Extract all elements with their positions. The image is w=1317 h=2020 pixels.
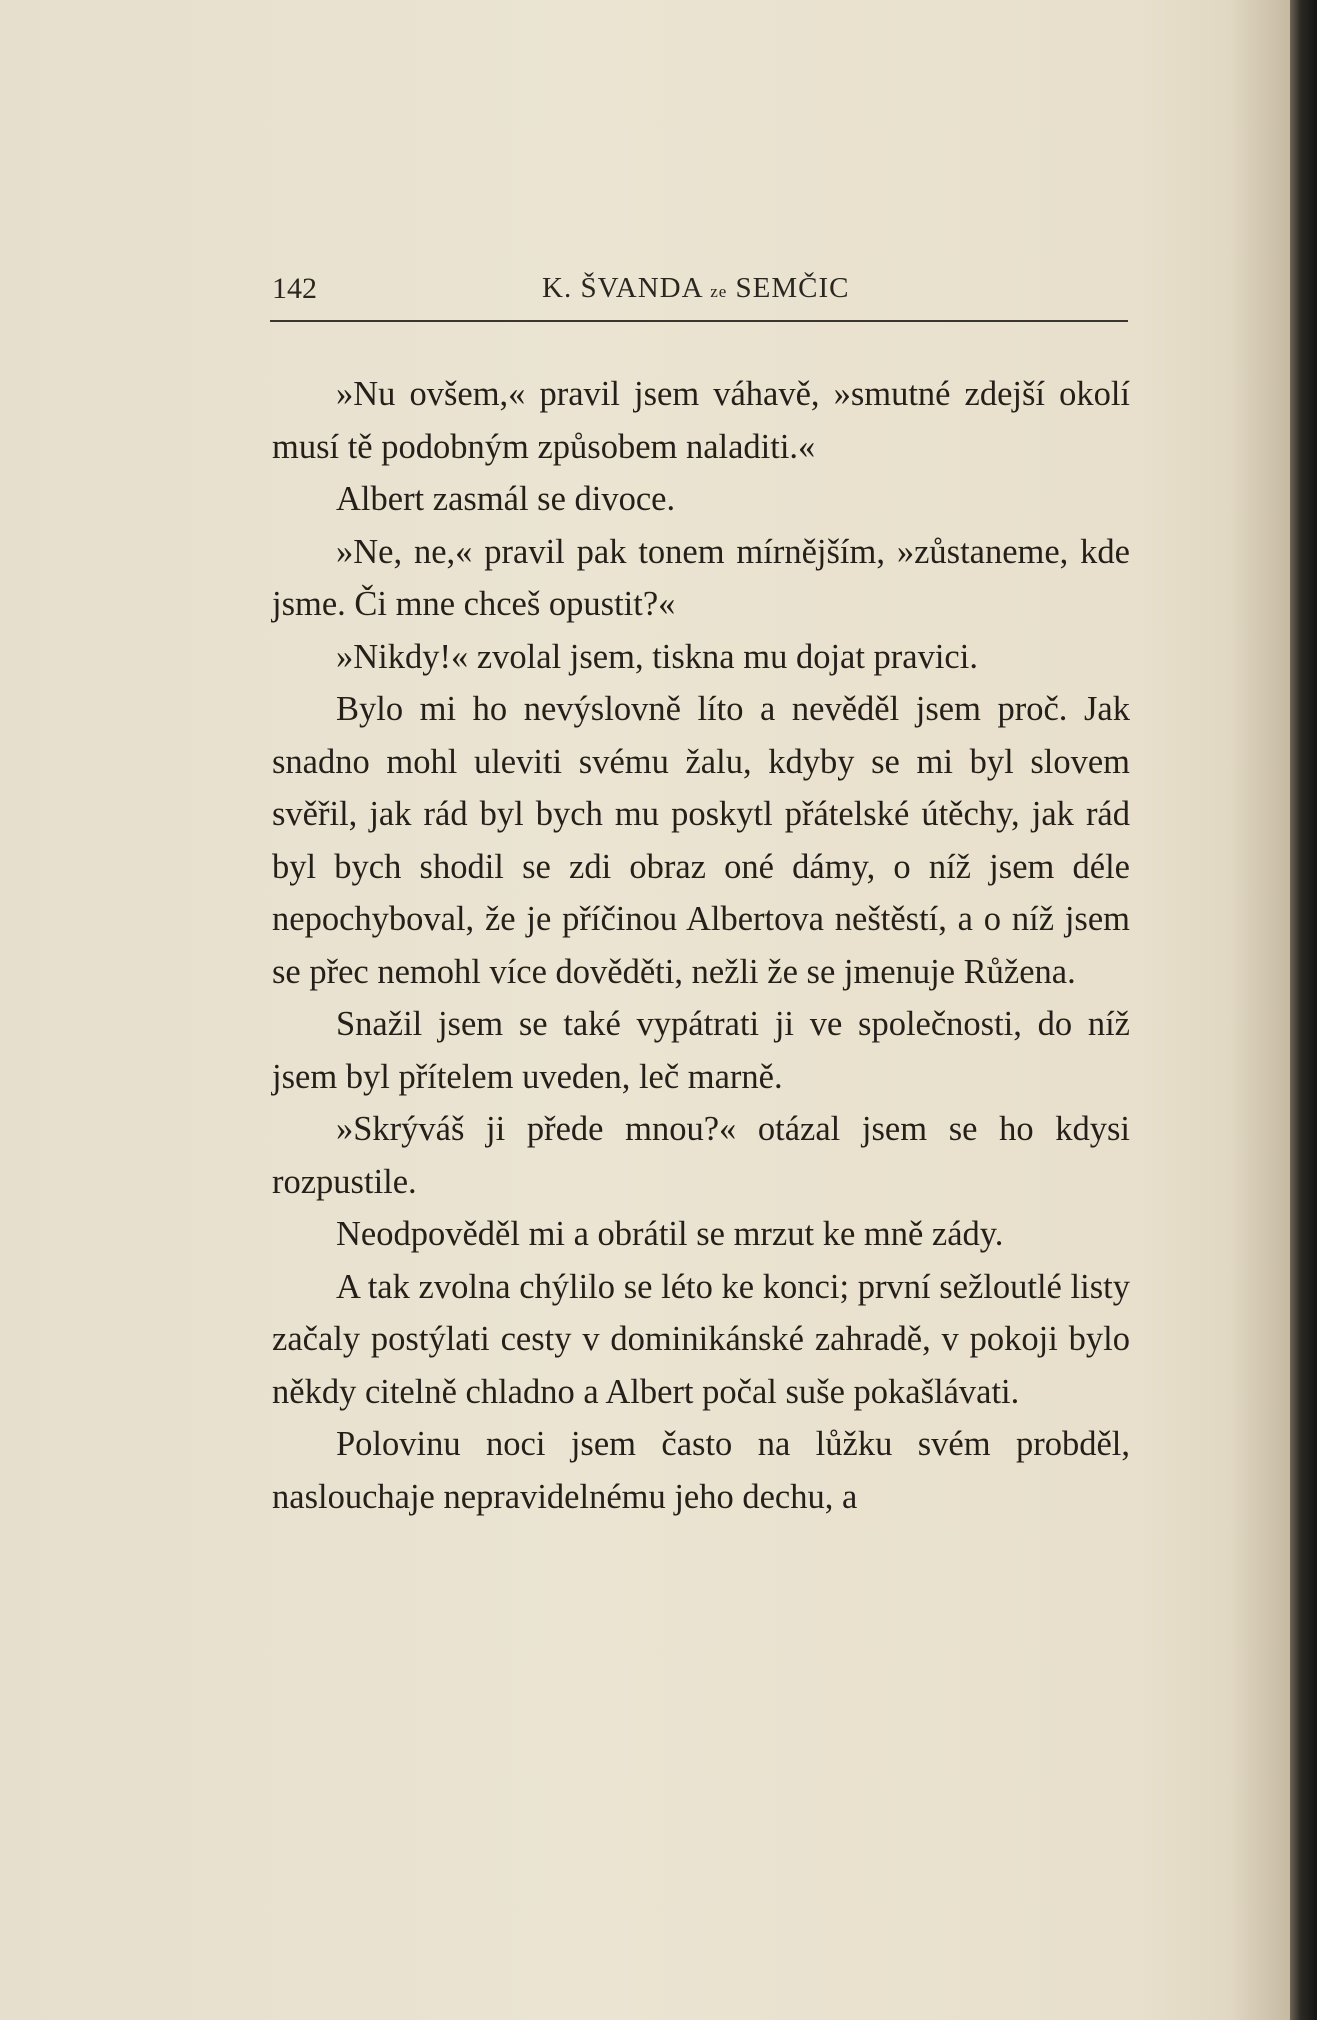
running-head — [272, 272, 1127, 312]
paragraph: Snažil jsem se také vypátrati ji ve společnosti, do níž jsem byl přítelem uveden, leč marně. — [272, 1005, 1130, 1096]
header-title — [542, 272, 850, 305]
paragraph: »Nikdy!« zvolal jsem, tiskna mu dojat pravici. — [336, 637, 978, 676]
paragraph: »Ne, ne,« pravil pak tonem mírnějším, »zůstaneme, kde jsme. Či mne chceš opustit?« — [272, 532, 1130, 623]
paragraph: Neodpověděl mi a obrátil se mrzut ke mně zády. — [336, 1215, 1004, 1253]
paragraph: A tak zvolna chýlilo se léto ke konci; první sežloutlé listy začaly postýlati cesty v dominikánské zahradě, v pokoji bylo někdy citelně chladno a Albert počal suše pokašlávati. — [272, 1267, 1130, 1411]
header-rule — [270, 320, 1128, 322]
page-number: 142 — [272, 272, 317, 305]
paragraph: Polovinu noci jsem často na lůžku svém probděl, naslouchaje nepravidelnému jeho dechu, a — [272, 1425, 1130, 1516]
page-shadow — [1230, 0, 1290, 2020]
paragraph: Bylo mi ho nevýslovně líto a nevěděl jsem proč. Jak snadno mohl uleviti svému žalu, kdyby se mi byl slovem svěřil, jak rád byl bych mu poskytl přátelské útěchy, jak rád byl bych shodil se zdi obraz oné dámy, o níž jsem déle nepochyboval, že je příčinou Albertova neštěstí, a o níž jsem se přec nemohl více dověděti, nežli že se jmenuje Růžena. — [272, 690, 1130, 991]
paragraph: Albert zasmál se divoce. — [336, 480, 676, 518]
paragraph: »Nu ovšem,« pravil jsem váhavě, »smutné zdejší okolí musí tě podobným způsobem naladiti.« — [272, 375, 1130, 466]
header-author-last: SEMČIC — [727, 272, 850, 304]
paragraph: »Skrýváš ji přede mnou?« otázal jsem se ho kdysi rozpustile. — [272, 1110, 1130, 1201]
header-author-first: K. ŠVANDA — [542, 272, 711, 304]
header-author-particle: ze — [710, 282, 728, 301]
body-text — [272, 368, 1130, 1523]
page-edge — [1290, 0, 1317, 2020]
